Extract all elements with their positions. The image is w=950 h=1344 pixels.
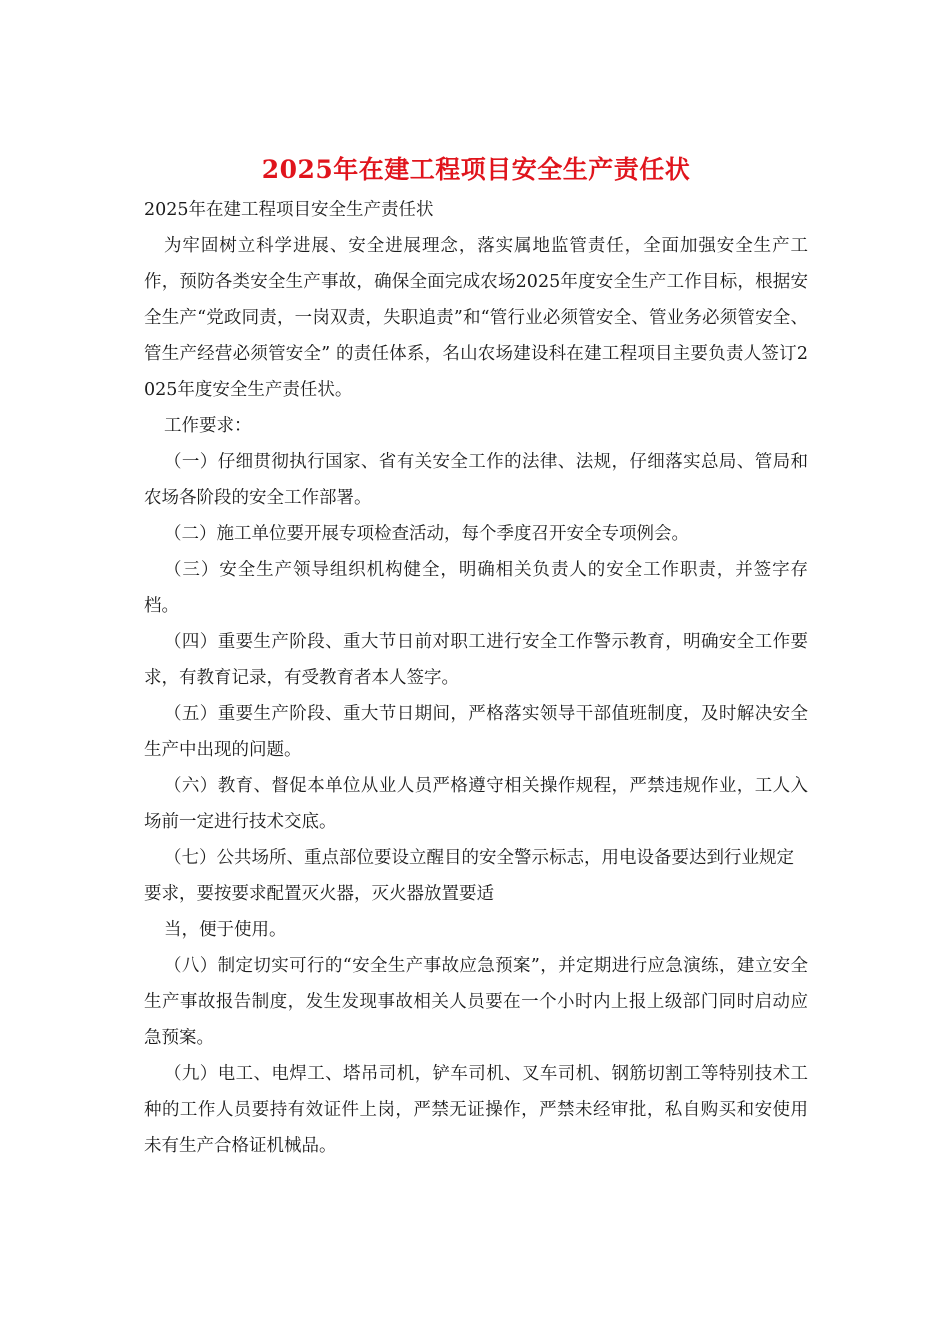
requirement-item-9: （九）电工、电焊工、塔吊司机，铲车司机、叉车司机、钢筋切割工等特别技术工种的工作人员要持有效证件上岗，严禁无证操作，严禁未经审批，私自购买和安使用未有生产合格证机械品。 (144, 1064, 808, 1156)
requirement-item-7-continuation: 当，便于使用。 (164, 920, 287, 940)
document-title: 2025年在建工程项目安全生产责任状 (261, 155, 691, 184)
requirement-item-3: （三）安全生产领导组织机构健全，明确相关负责人的安全工作职责，并签字存档。 (144, 560, 808, 616)
requirement-item-5: （五）重要生产阶段、重大节日期间，严格落实领导干部值班制度，及时解决安全生产中出现的问题。 (144, 704, 808, 760)
requirement-item-7: （七）公共场所、重点部位要设立醒目的安全警示标志，用电设备要达到行业规定要求，要按要求配置灭火器，灭火器放置要适 (144, 848, 794, 904)
requirement-item-6: （六）教育、督促本单位从业人员严格遵守相关操作规程，严禁违规作业，工人入场前一定进行技术交底。 (144, 776, 808, 832)
requirement-item-4: （四）重要生产阶段、重大节日前对职工进行安全工作警示教育，明确安全工作要求，有教育记录，有受教育者本人签字。 (144, 632, 808, 688)
requirements-heading: 工作要求： (164, 416, 252, 436)
document-page (144, 150, 808, 1164)
requirement-item-2: （二）施工单位要开展专项检查活动，每个季度召开安全专项例会。 (164, 524, 689, 544)
requirement-item-1: （一）仔细贯彻执行国家、省有关安全工作的法律、法规，仔细落实总局、管局和农场各阶段的安全工作部署。 (144, 452, 808, 508)
document-subtitle: 2025年在建工程项目安全生产责任状 (144, 200, 434, 220)
requirement-item-8: （八）制定切实可行的“安全生产事故应急预案”，并定期进行应急演练，建立安全生产事故报告制度，发生发现事故相关人员要在一个小时内上报上级部门同时启动应急预案。 (144, 956, 808, 1048)
intro-paragraph: 为牢固树立科学进展、安全进展理念，落实属地监管责任，全面加强安全生产工作，预防各类安全生产事故，确保全面完成农场2025年度安全生产工作目标，根据安全生产“党政同责，一岗双责，失职追责”和“管行业必须管安全、管业务必须管安全、管生产经营必须管安全” 的责任体系，名山农场建设科在建工程项目主要负责人签订2025年度安全生产责任状。 (144, 236, 808, 400)
